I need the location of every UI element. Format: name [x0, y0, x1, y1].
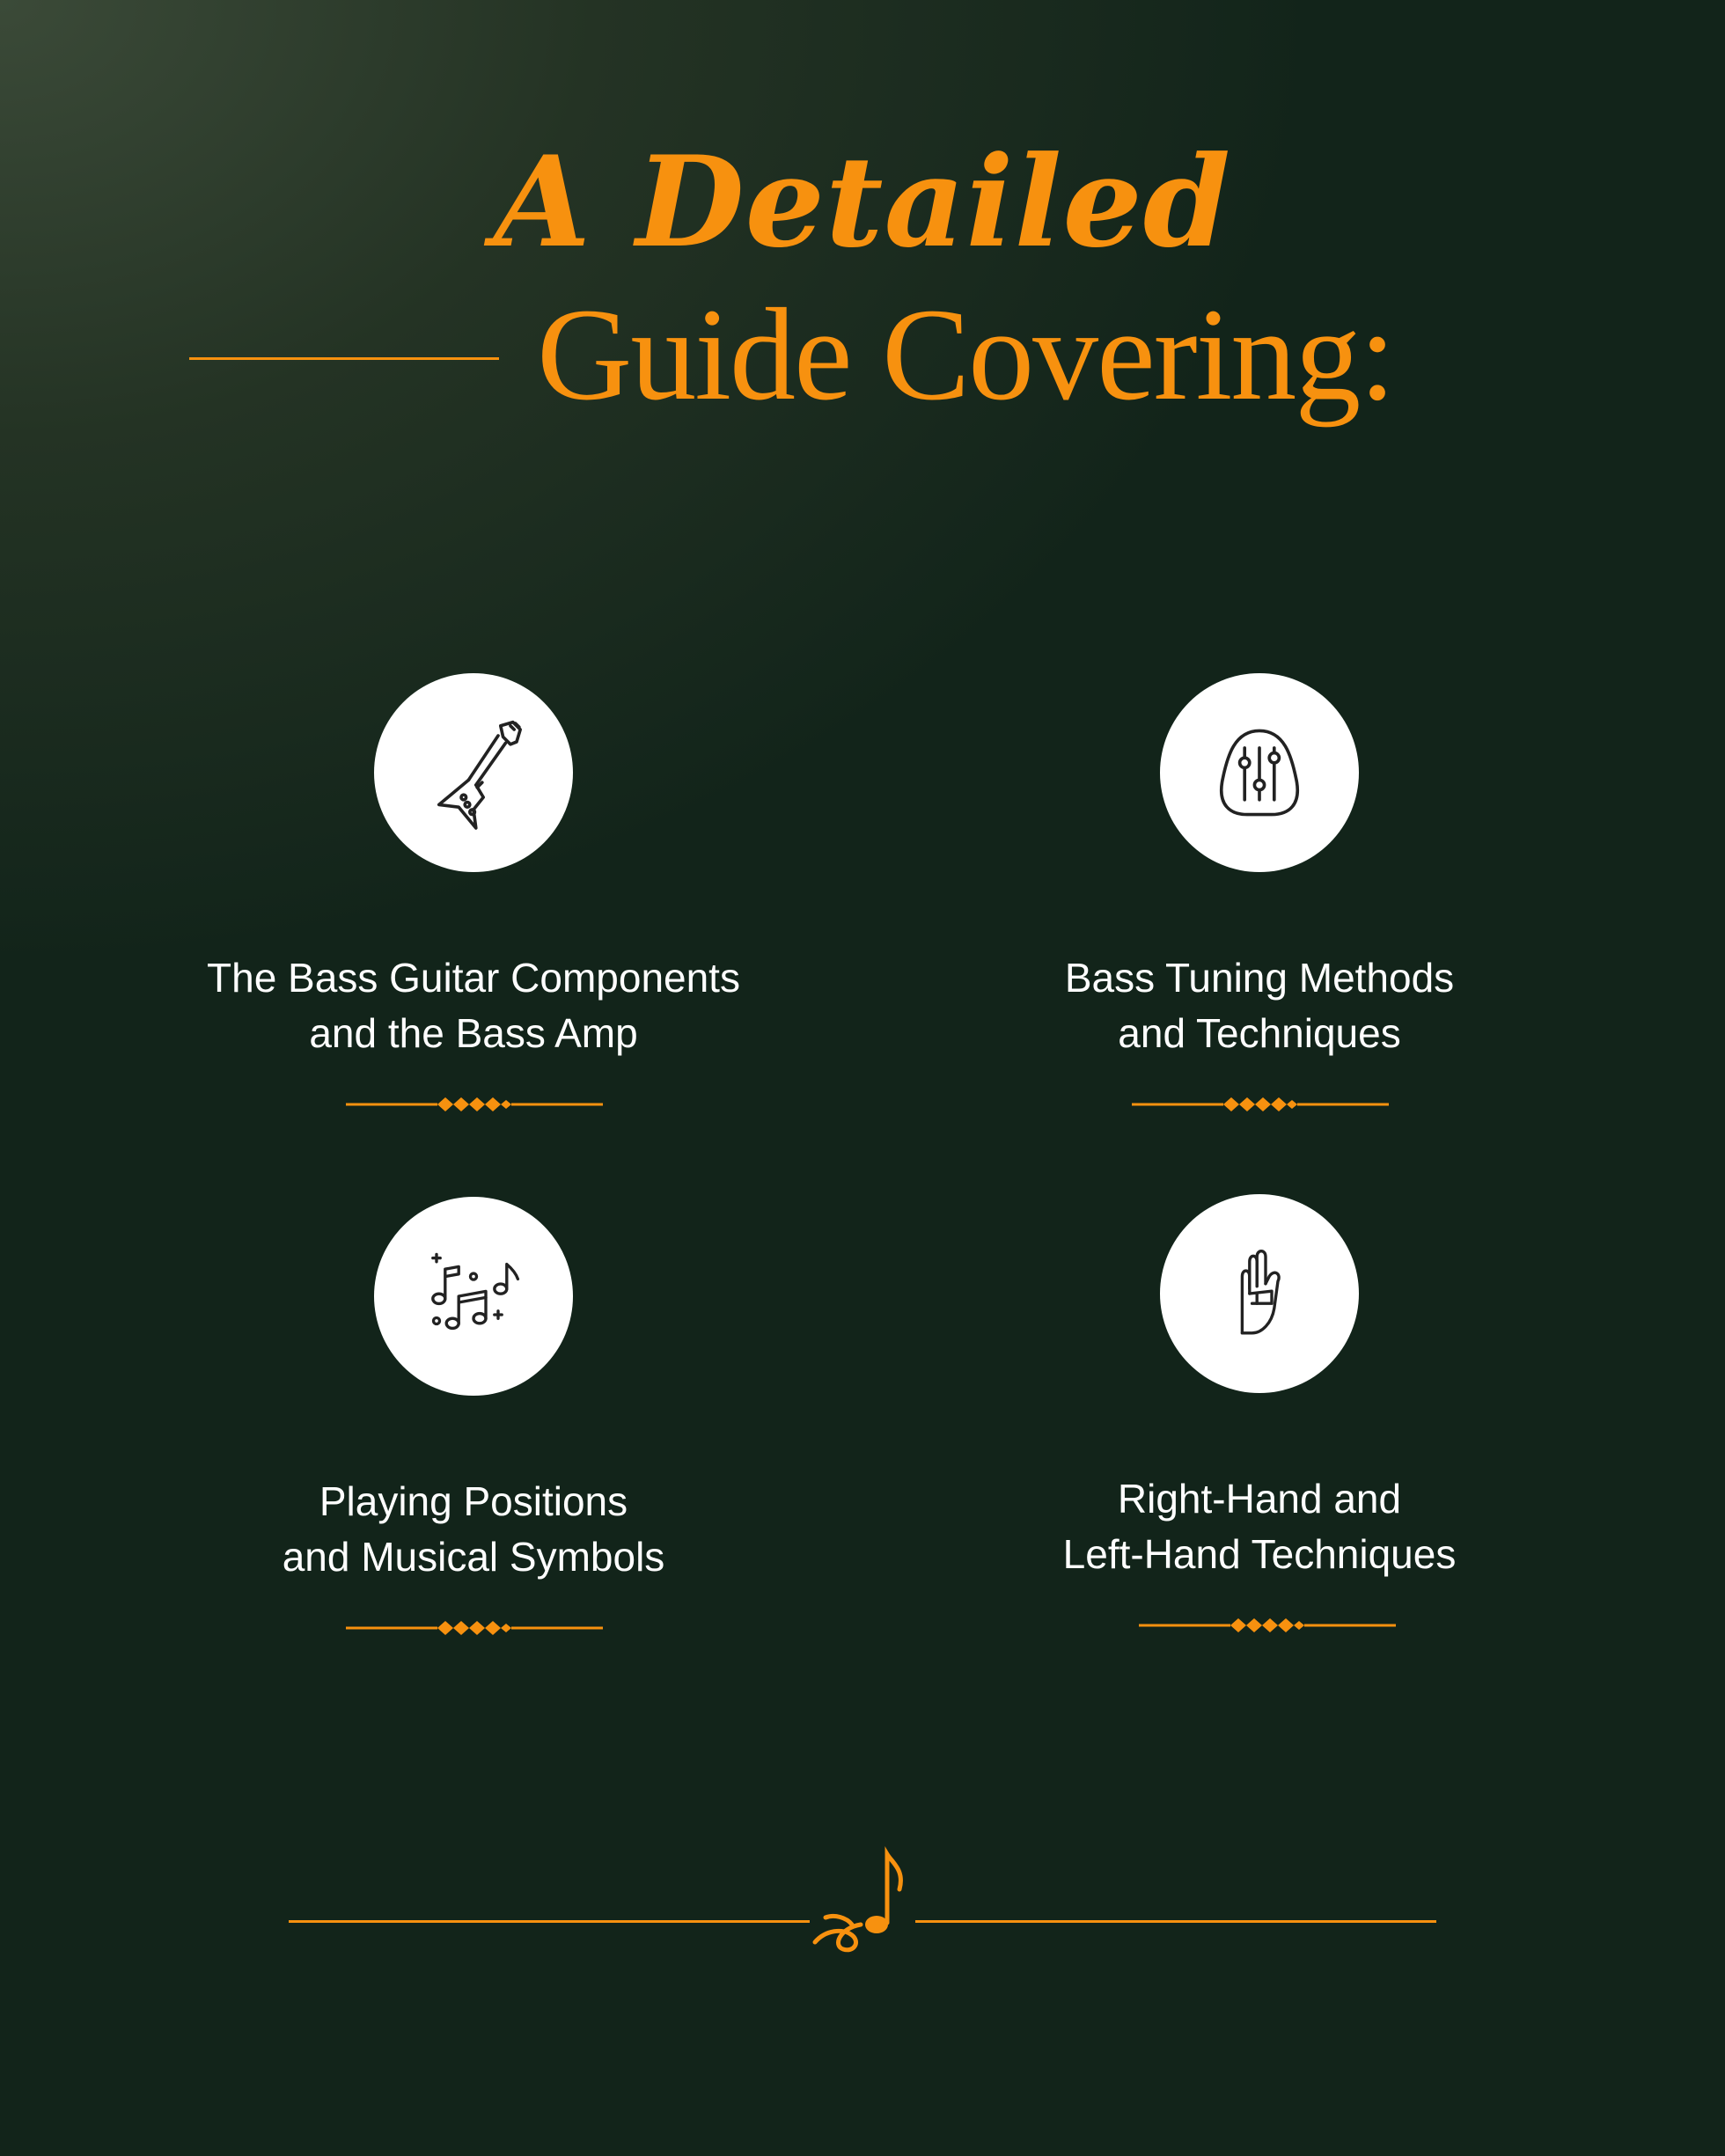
- topic-label: [139, 950, 808, 1061]
- hand-gesture-icon: [1198, 1232, 1321, 1355]
- electric-guitar-icon: [412, 711, 535, 834]
- topic-label-line-2: and the Bass Amp: [309, 1010, 638, 1056]
- topic-label-line-1: Bass Tuning Methods: [1064, 955, 1455, 1001]
- music-note-icon: [808, 1844, 922, 1958]
- ornament-divider: [346, 1617, 603, 1639]
- ornament-divider: [346, 1094, 603, 1115]
- icon-circle: [374, 1197, 573, 1396]
- icon-circle: [1160, 673, 1359, 872]
- topic-label-line-1: Playing Positions: [319, 1478, 628, 1524]
- topic-label-line-1: The Bass Guitar Components: [207, 955, 740, 1001]
- topic-label-line-2: and Musical Symbols: [282, 1534, 665, 1580]
- topic-label: [925, 950, 1594, 1061]
- title-line-1: A Detailed: [493, 129, 1232, 275]
- topic-label: [139, 1474, 808, 1585]
- ornament-divider: [1132, 1094, 1389, 1115]
- music-notes-icon: [412, 1235, 535, 1358]
- title-rule: [189, 357, 499, 360]
- topic-label-line-2: and Techniques: [1118, 1010, 1401, 1056]
- footer-rule-left: [289, 1920, 810, 1923]
- icon-circle: [1160, 1194, 1359, 1393]
- ornament-divider: [1139, 1615, 1396, 1636]
- title-line-2: Guide Covering:: [537, 282, 1395, 428]
- topic-label: [925, 1471, 1594, 1582]
- topic-label-line-2: Left-Hand Techniques: [1062, 1531, 1457, 1577]
- tuning-sliders-icon: [1198, 711, 1321, 834]
- topic-label-line-1: Right-Hand and: [1117, 1476, 1402, 1522]
- footer-rule-right: [915, 1920, 1436, 1923]
- icon-circle: [374, 673, 573, 872]
